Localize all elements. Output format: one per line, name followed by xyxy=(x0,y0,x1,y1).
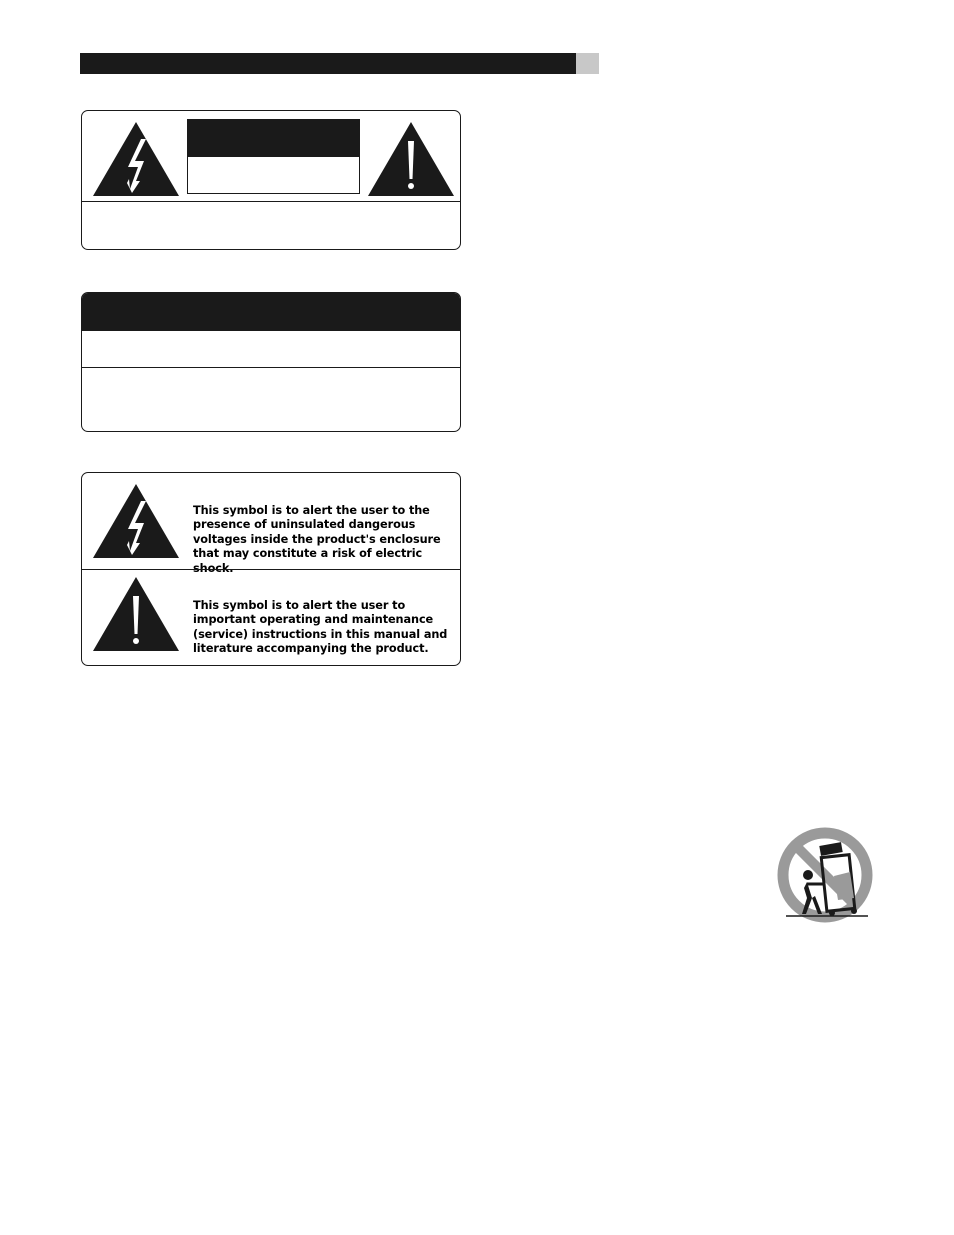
instructions-symbol-description: This symbol is to alert the user to important operating and maintenance (service) instructions in this manual and literature accompanying the product. xyxy=(193,599,448,656)
warning-divider xyxy=(82,367,460,368)
legend-divider xyxy=(82,569,460,570)
warning-header-band xyxy=(82,293,460,331)
symbol-legend-box xyxy=(81,472,461,666)
caution-label-header xyxy=(188,120,359,157)
caution-label-box xyxy=(81,110,461,250)
header-tab xyxy=(576,53,599,74)
warning-label-box xyxy=(81,292,461,432)
exclamation-warning-icon xyxy=(367,121,455,197)
caution-footer xyxy=(96,209,446,245)
header-bar xyxy=(80,53,576,74)
cart-tipping-icon xyxy=(776,826,876,926)
shock-symbol-description: This symbol is to alert the user to the presence of uninsulated dangerous voltages inside the product's enclosure that may constitute a risk of electric shock. xyxy=(193,504,441,575)
warning-row-1 xyxy=(82,331,460,367)
warning-row-2 xyxy=(82,369,460,429)
lightning-warning-icon xyxy=(92,483,180,559)
caution-label-frame xyxy=(187,119,360,194)
caution-divider xyxy=(82,201,460,202)
lightning-warning-icon xyxy=(92,121,180,197)
exclamation-warning-icon xyxy=(92,576,180,652)
